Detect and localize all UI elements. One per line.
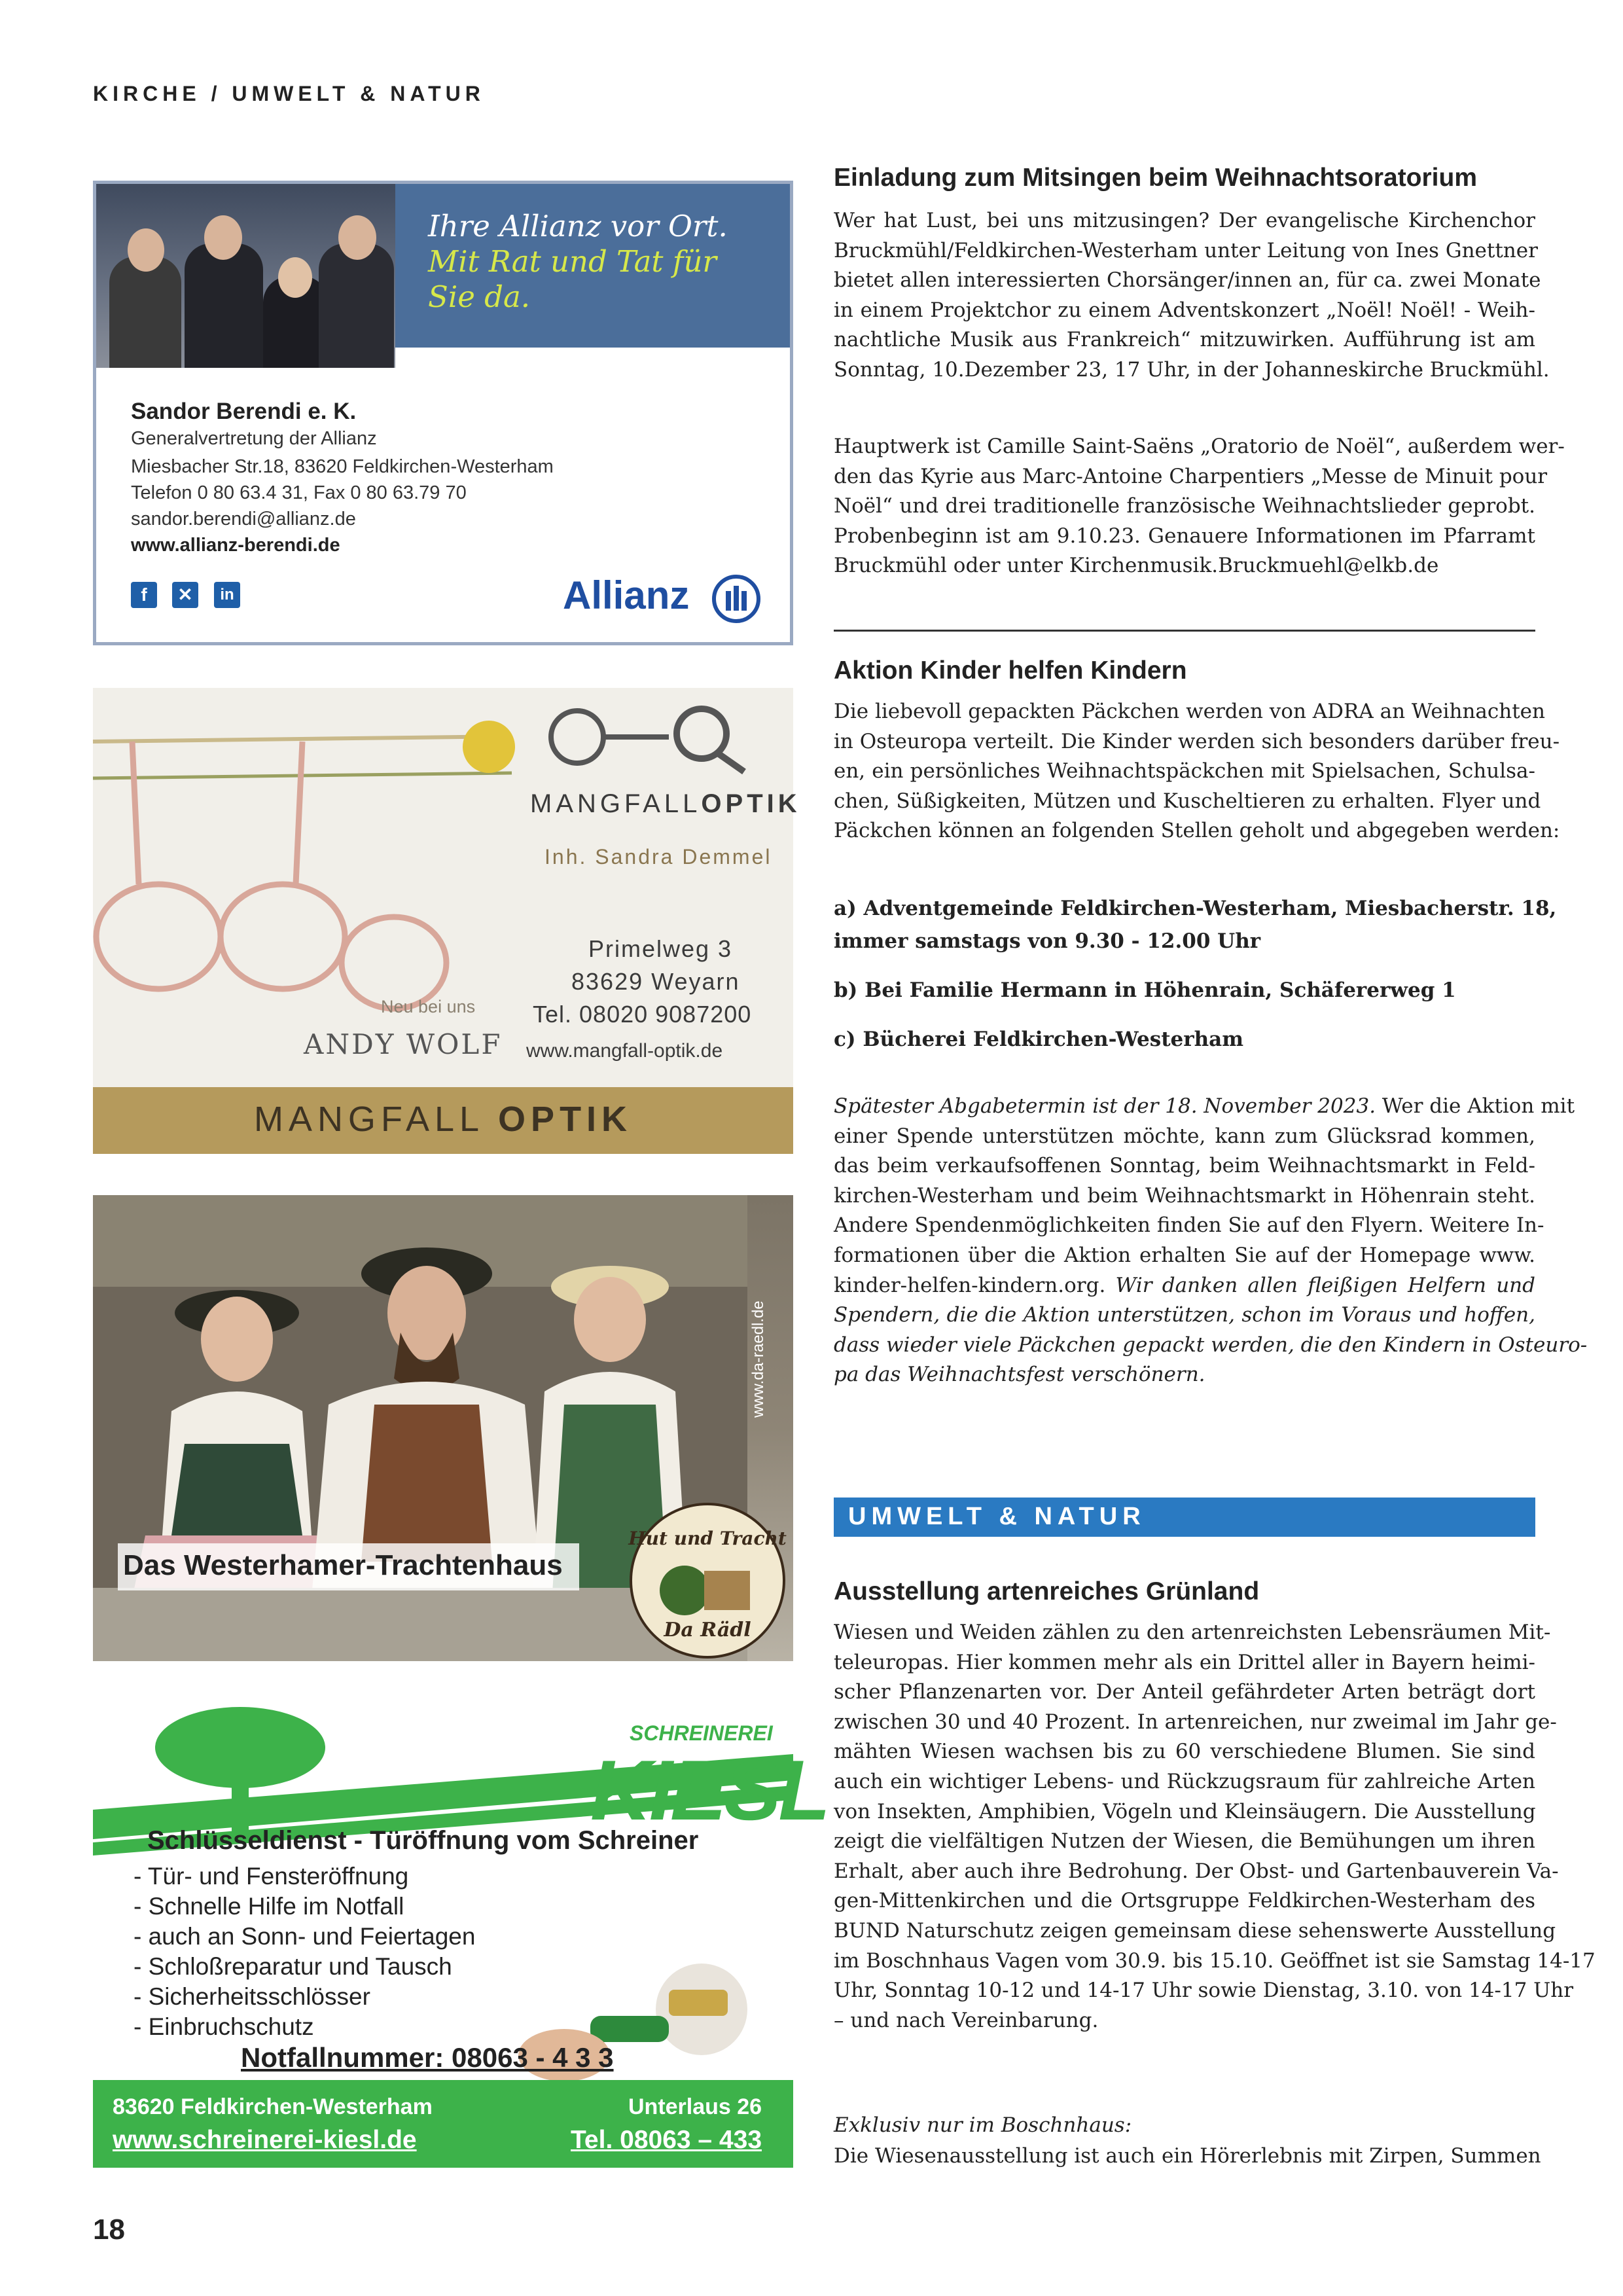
section-header-label: UMWELT & NATUR <box>848 1503 1146 1530</box>
optik-website: www.mangfall-optik.de <box>526 1040 723 1062</box>
optik-logo-icon <box>538 701 754 773</box>
trachten-logo-top: Hut und Tracht <box>628 1528 787 1549</box>
kiesl-headline: Schlüsseldienst - Türöffnung vom Schreiner <box>147 1826 699 1855</box>
text-line: Noël“ und drei traditionelle französische Weihnachtslieder geprobt. <box>834 494 1535 518</box>
text-line: das beim verkaufsoffenen Sonntag, beim Weihnachtsmarkt in Feld- <box>834 1154 1535 1178</box>
allianz-agent-subtitle: Generalvertretung der Allianz <box>131 428 377 449</box>
text-line: auch ein wichtiger Lebens- und Rückzugsraum für zahlreiche Arten <box>834 1769 1535 1793</box>
text-line: bietet allen interessierten Chorsänger/innen an, für ca. zwei Monate <box>834 268 1541 293</box>
trachten-website-vertical <box>749 1221 768 1418</box>
allianz-address: Miesbacher Str.18, 83620 Feldkirchen-Westerham <box>131 456 554 477</box>
text-line <box>834 1271 1535 1301</box>
deadline-text: Spätester Abgabetermin ist der 18. November 2023. <box>834 1094 1376 1118</box>
text-line: dass wieder viele Päckchen gepackt werden, die den Kindern in Osteuro- <box>834 1333 1588 1357</box>
photo-person-head <box>278 257 312 298</box>
text-line: Wer hat Lust, bei uns mitzusingen? Der evangelische Kirchenchor <box>834 209 1535 232</box>
article-body-gruenland <box>834 1618 1596 2036</box>
optik-city: 83629 Weyarn <box>571 968 740 995</box>
trachten-website: www.da-raedl.de <box>749 1300 767 1418</box>
article-body-oratorium-1 <box>834 206 1550 386</box>
text-line: Andere Spendenmöglichkeiten finden Sie auf den Flyern. Weitere In- <box>834 1213 1544 1238</box>
optik-phone: Tel. 08020 9087200 <box>533 1001 752 1028</box>
text-line: Die liebevoll gepackten Päckchen werden von ADRA an Weihnachten <box>834 700 1545 723</box>
allianz-logo: Allianz <box>563 573 690 617</box>
photo-person-head <box>338 215 376 260</box>
thanks-text: Wir danken allen fleißigen Helfern und <box>1115 1273 1535 1297</box>
ad-allianz <box>93 181 793 645</box>
text-line: einer Spende unterstützen möchte, kann zum Glücksrad kommen, <box>834 1124 1535 1148</box>
article-divider <box>834 630 1535 632</box>
text-line: scher Pflanzenarten vor. Der Anteil gefährdeter Arten beträgt dort <box>834 1680 1535 1704</box>
kiesl-brand: KIESL <box>590 1742 828 1838</box>
kiesl-street: Unterlaus 26 <box>628 2094 762 2119</box>
page-number: 18 <box>93 2214 125 2246</box>
trachten-logo <box>630 1503 785 1659</box>
kiesl-service-item: - Sicherheitsschlösser <box>134 1983 370 2010</box>
facebook-icon: f <box>131 582 157 608</box>
text-line: Exklusiv nur im Boschnhaus: <box>834 2113 1132 2137</box>
trachten-logo-bottom: Da Rädl <box>664 1619 751 1641</box>
xing-icon: ✕ <box>172 582 198 608</box>
kiesl-service-item: - Einbruchschutz <box>134 2013 314 2040</box>
dropoff-item-b: b) Bei Familie Hermann in Höhenrain, Schäfererweg 1 <box>834 978 1456 1002</box>
optik-name-light: MANGFALL <box>530 789 702 818</box>
page-header: KIRCHE / UMWELT & NATUR <box>93 82 485 105</box>
allianz-email: sandor.berendi@allianz.de <box>131 509 356 529</box>
text-line: mähten Wiesen wachsen bis zu 60 verschiedene Blumen. Sie sind <box>834 1740 1535 1764</box>
text-line: Die Wiesenausstellung ist auch ein Hörerlebnis mit Zirpen, Summen <box>834 2144 1541 2168</box>
optik-brand-light: MANGFALL <box>253 1100 484 1139</box>
optik-name <box>530 789 801 819</box>
kiesl-service-item: - Schloßreparatur und Tausch <box>134 1953 452 1980</box>
text-span: Wer die Aktion mit <box>1376 1094 1575 1118</box>
text-line: Probenbeginn ist am 9.10.23. Genauere Informationen im Pfarramt <box>834 524 1535 548</box>
text-line: Sonntag, 10.Dezember 23, 17 Uhr, in der Johanneskirche Bruckmühl. <box>834 357 1550 382</box>
text-line: Hauptwerk ist Camille Saint-Saëns „Oratorio de Noël“, außerdem wer- <box>834 435 1565 458</box>
text-line: gen-Mittenkirchen und die Ortsgruppe Feldkirchen-Westerham des <box>834 1889 1535 1913</box>
trachten-title: Das Westerhamer-Trachtenhaus <box>123 1549 563 1581</box>
text-line: Wiesen und Weiden zählen zu den artenreichsten Lebensräumen Mit- <box>834 1621 1551 1644</box>
photo-person <box>185 243 263 368</box>
article-title-kinder: Aktion Kinder helfen Kindern <box>834 656 1187 685</box>
allianz-website: www.allianz-berendi.de <box>131 535 340 556</box>
allianz-agent-name: Sandor Berendi e. K. <box>131 399 357 424</box>
trachten-logo-graphic <box>628 1505 787 1656</box>
optik-owner: Inh. Sandra Demmel <box>544 845 772 869</box>
ad-schreinerei-kiesl <box>93 1702 828 2168</box>
article-subhead-boschnhaus <box>834 2111 1535 2141</box>
allianz-phone: Telefon 0 80 63.4 31, Fax 0 80 63.79 70 <box>131 482 467 503</box>
text-span: kinder-helfen-kindern.org. <box>834 1273 1116 1297</box>
text-line: zwischen 30 und 40 Prozent. In artenreichen, nur zweimal im Jahr ge- <box>834 1710 1557 1734</box>
text-line: Bruckmühl oder unter Kirchenmusik.Bruckmuehl@elkb.de <box>834 554 1439 578</box>
article-body-oratorium-2 <box>834 432 1565 581</box>
article-body-kinder-1 <box>834 697 1560 846</box>
text-line: chen, Süßigkeiten, Mützen und Kuscheltieren zu erhalten. Flyer und <box>834 789 1541 813</box>
ad-mangfall-optik <box>93 688 801 1154</box>
text-line: in einem Projektchor zu einem Adventskonzert „Noël! Noël! - Weih- <box>834 298 1535 322</box>
text-line: nachtliche Musik aus Frankreich“ mitzuwirken. Aufführung ist am <box>834 328 1535 352</box>
kiesl-city: 83620 Feldkirchen-Westerham <box>113 2094 433 2119</box>
allianz-slogan-line1: Ihre Allianz vor Ort. <box>428 209 728 243</box>
text-line: zeigt die vielfältigen Nutzen der Wiesen, die Bemühungen um ihren <box>834 1829 1535 1854</box>
text-line <box>834 1092 1575 1122</box>
text-line: in Osteuropa verteilt. Die Kinder werden sich besonders darüber freu- <box>834 729 1560 753</box>
text-line: en, ein persönliches Weihnachtspäckchen mit Spielsachen, Schulsa- <box>834 759 1535 783</box>
section-header-umwelt <box>834 1498 1535 1537</box>
allianz-slogan-line2: Mit Rat und Tat für <box>428 244 717 279</box>
linkedin-icon: in <box>214 582 240 608</box>
dropoff-item-a-hours: immer samstags von 9.30 - 12.00 Uhr <box>834 929 1261 953</box>
text-line: den das Kyrie aus Marc-Antoine Charpentiers „Messe de Minuit pour <box>834 464 1548 488</box>
optik-brand-title <box>93 1099 793 1139</box>
text-line: formationen über die Aktion erhalten Sie auf der Homepage www. <box>834 1243 1535 1267</box>
photo-person-head <box>128 228 164 272</box>
text-line: teleuropas. Hier kommen mehr als ein Drittel aller in Bayern heimi- <box>834 1650 1535 1674</box>
glasses-illustration <box>93 688 512 1087</box>
text-line: pa das Weihnachtsfest verschönern. <box>834 1363 1205 1387</box>
optik-brand-andy-wolf: ANDY WOLF <box>304 1028 503 1060</box>
optik-name-bold: OPTIK <box>701 789 801 818</box>
text-line: Spendern, die die Aktion unterstützen, schon im Voraus und hoffen, <box>834 1303 1535 1327</box>
article-title-gruenland: Ausstellung artenreiches Grünland <box>834 1577 1260 1605</box>
article-body-boschnhaus <box>834 2142 1541 2172</box>
kiesl-brand-sub: SCHREINEREI <box>630 1721 773 1745</box>
text-line: kirchen-Westerham und beim Weihnachtsmarkt in Höhenrain steht. <box>834 1183 1535 1208</box>
text-line: im Boschnhaus Vagen vom 30.9. bis 15.10. Geöffnet ist sie Samstag 14-17 <box>834 1948 1596 1973</box>
kiesl-emergency-number: Notfallnummer: 08063 - 4 3 3 <box>241 2042 614 2073</box>
photo-person <box>109 257 181 368</box>
text-line: von Insekten, Amphibien, Vögeln und Kleinsäugern. Die Ausstellung <box>834 1799 1536 1823</box>
text-line: BUND Naturschutz zeigen gemeinsam diese sehenswerte Ausstellung <box>834 1918 1556 1943</box>
kiesl-phone: Tel. 08063 – 433 <box>571 2126 762 2154</box>
text-line: Erhalt, aber auch ihre Bedrohung. Der Obst- und Gartenbauverein Va- <box>834 1859 1559 1883</box>
text-line: – und nach Vereinbarung. <box>834 2008 1099 2032</box>
dropoff-item-a: a) Adventgemeinde Feldkirchen-Westerham, Miesbacherstr. 18, <box>834 897 1557 920</box>
allianz-eagle-icon <box>711 574 761 624</box>
text-line: Uhr, Sonntag 10-12 und 14-17 Uhr sowie Dienstag, 3.10. von 14-17 Uhr <box>834 1979 1574 2003</box>
article-title-oratorium: Einladung zum Mitsingen beim Weihnachtsoratorium <box>834 164 1478 192</box>
article-body-kinder-2 <box>834 1092 1588 1390</box>
kiesl-service-item: - Tür- und Fensteröffnung <box>134 1863 409 1890</box>
kiesl-website: www.schreinerei-kiesl.de <box>113 2126 417 2154</box>
optik-street: Primelweg 3 <box>588 935 733 962</box>
kiesl-service-item: - auch an Sonn- und Feiertagen <box>134 1923 476 1950</box>
optik-new-label: Neu bei uns <box>381 997 476 1016</box>
dropoff-item-c: c) Bücherei Feldkirchen-Westerham <box>834 1028 1244 1051</box>
allianz-slogan-line3: Sie da. <box>428 279 531 314</box>
kiesl-service-item: - Schnelle Hilfe im Notfall <box>134 1893 404 1920</box>
ad-trachtenhaus <box>93 1195 793 1661</box>
photo-person <box>319 243 394 368</box>
photo-person-head <box>204 215 242 260</box>
optik-brand-bold: OPTIK <box>498 1100 633 1139</box>
allianz-team-photo <box>96 184 395 368</box>
text-line: Päckchen können an folgenden Stellen geholt und abgegeben werden: <box>834 819 1560 843</box>
text-line: Bruckmühl/Feldkirchen-Westerham unter Leitung von Ines Gnettner <box>834 238 1538 262</box>
